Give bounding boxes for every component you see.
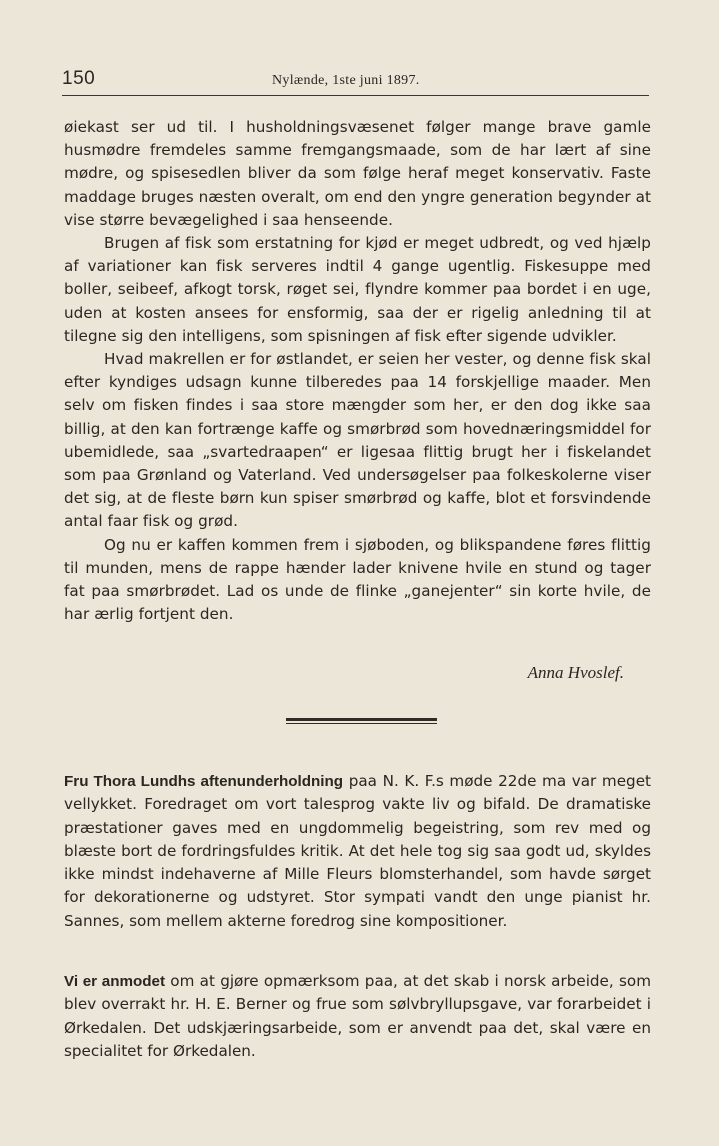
header-rule bbox=[62, 95, 649, 96]
notice-orkedalen bbox=[64, 970, 651, 1063]
notice-paragraph bbox=[64, 970, 651, 1063]
article-paragraph: Brugen af fisk som erstatning for kjød er meget udbredt, og ved hjælp af variationer kan fisk serveres indtil 4 gange ugentlig. Fiskesuppe med boller, seibeef, afkogt torsk, røget sei, flyndre kommer paa bordet i en uge, uden at kosten ansees for ensformig, saa der er rigelig anledning til at tilegne sig den intelligens, som spisningen af fisk efter sigende udvikler. bbox=[64, 234, 651, 345]
notice-text: paa N. K. F.s møde 22de ma var meget vellykket. Foredraget om vort talesprog vakte liv og bifald. De dramatiske præstationer gaves med en ungdommelig begeistring, som rev med og blæste bort de fordringsfuldes kritik. At det hele tog sig saa godt ud, skyldes ikke mindst indehaverne af Mille Fleurs blomsterhandel, som havde sørget for dekorationerne og udstyret. Stor sympati vandt den unge pianist hr. Sannes, som mellem akterne foredrog sine kompositioner. bbox=[64, 772, 651, 930]
separator-thin-rule bbox=[286, 723, 437, 724]
page-number: 150 bbox=[62, 68, 96, 89]
notice-paragraph bbox=[64, 770, 651, 933]
notice-lead: Fru Thora Lundhs aftenunderholdning bbox=[64, 773, 344, 790]
section-separator bbox=[286, 718, 437, 724]
author-signature: Anna Hvoslef. bbox=[527, 663, 624, 682]
page-header bbox=[62, 68, 649, 96]
article-paragraph: Hvad makrellen er for østlandet, er seien her vester, og denne fisk skal efter kyndiges udsagn kunne tilberedes paa 14 forskjellige maader. Men selv om fisken findes i saa store mængder som her, er den dog ikke saa billig, at den kan fortrænge kaffe og smørbrød som hovednæringsmiddel for ubemidlede, saa „svartedraapen“ er ligesaa flittig brugt her i fiskelandet som paa Grønland og Vaterland. Ved undersøgelser paa folkeskolerne viser det sig, at de fleste børn kun spiser smørbrød og kaffe, blot et forsvindende antal faar fisk og grød. bbox=[64, 350, 651, 531]
notice-lead: Vi er anmodet bbox=[64, 973, 166, 990]
notice-lundh bbox=[64, 770, 651, 933]
article-paragraph: øiekast ser ud til. I husholdningsvæsenet følger mange brave gamle husmødre fremdeles samme fremgangsmaade, som de har lært af sine mødre, og spisesedlen bliver da som følge heraf meget konservativ. Faste maddage bruges næsten overalt, om end den yngre generation begynder at vise større bevægelighed i saa henseende. bbox=[64, 118, 651, 229]
notice-text: om at gjøre opmærksom paa, at det skab i norsk arbeide, som blev overrakt hr. H. E. Berner og frue som sølvbryllupsgave, var forarbeidet i Ørkedalen. Det udskjæringsarbeide, som er anvendt paa det, skal være en specialitet for Ørkedalen. bbox=[64, 972, 651, 1060]
article-paragraph: Og nu er kaffen kommen frem i sjøboden, og blikspandene føres flittig til munden, mens de rappe hænder lader knivene hvile en stund og tager fat paa smørbrødet. Lad os unde de flinke „ganejenter“ sin korte hvile, de har ærlig fortjent den. bbox=[64, 535, 651, 624]
separator-thick-rule bbox=[286, 718, 437, 721]
running-head: Nylænde, 1ste juni 1897. bbox=[272, 73, 420, 88]
article-body bbox=[64, 116, 651, 626]
